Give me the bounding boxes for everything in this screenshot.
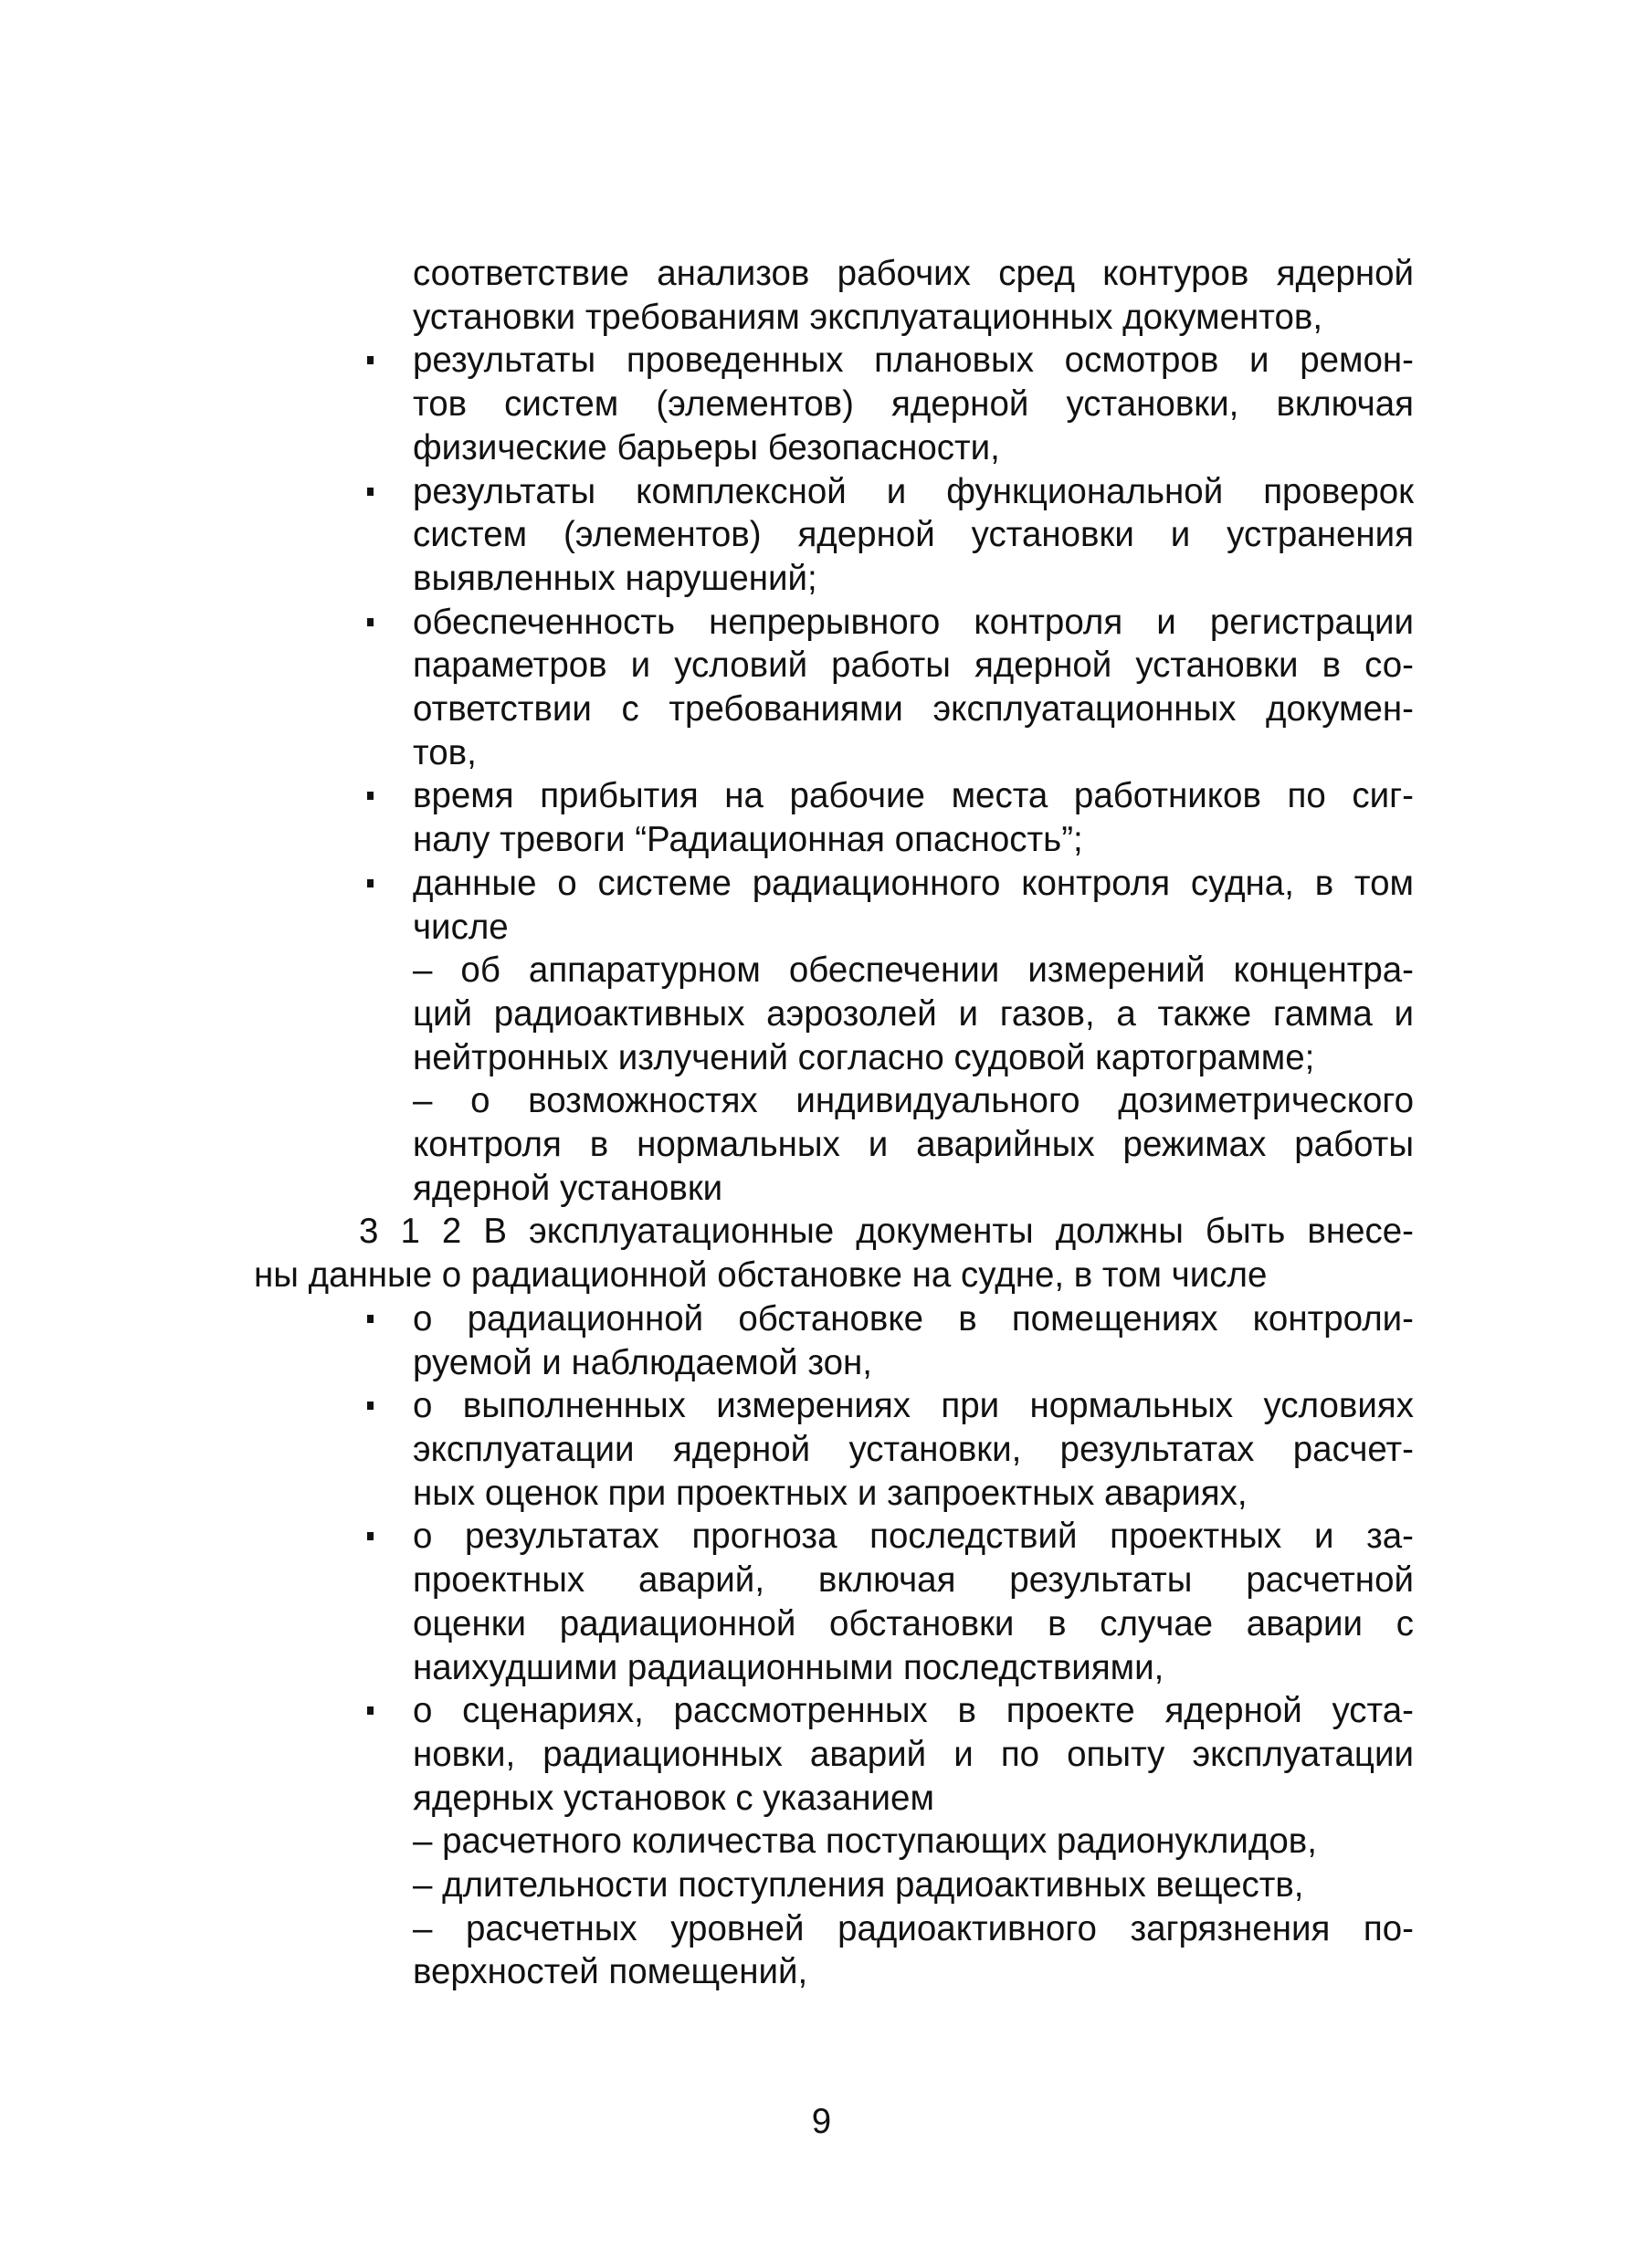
text-line: налу тревоги “Радиационная опасность”; <box>413 820 1083 860</box>
list-item <box>254 339 1414 469</box>
text-line: результаты комплексной и функциональной проверок <box>413 471 1414 511</box>
bullet-icon <box>367 618 374 626</box>
page-number: 9 <box>811 2102 832 2141</box>
text-line: контроля в нормальных и аварийных режимах работы <box>413 1125 1414 1165</box>
text-line: – расчетных уровней радиоактивного загрязнения по- <box>413 1908 1414 1948</box>
text-line: ядерных установок с указанием <box>413 1778 934 1818</box>
text-line: эксплуатации ядерной установки, результатах расчет- <box>413 1429 1414 1469</box>
list-item <box>254 1297 1414 1384</box>
bullet-icon <box>367 1532 374 1540</box>
text-line: физические барьеры безопасности, <box>413 427 1000 467</box>
text-line: верхностей помещений, <box>413 1952 808 1992</box>
text-line: установки требованиям эксплуатационных документов, <box>413 297 1323 337</box>
dash-list <box>254 1820 1414 1994</box>
text-line: данные о системе радиационного контроля судна, в том <box>413 863 1414 903</box>
text-line: о результатах прогноза последствий проектных и за- <box>413 1517 1414 1557</box>
bullet-icon <box>367 356 374 364</box>
text-line: соответствие анализов рабочих сред контуров ядерной <box>413 254 1414 293</box>
text-line: числе <box>413 907 509 947</box>
list-item <box>254 470 1414 601</box>
text-line: о сценариях, рассмотренных в проекте ядерной уста- <box>413 1691 1414 1731</box>
text-line: ций радиоактивных аэрозолей и газов, а также гамма и <box>413 993 1414 1034</box>
text-line: руемой и наблюдаемой зон, <box>413 1342 872 1382</box>
list-item <box>254 862 1414 949</box>
text-line: параметров и условий работы ядерной установки в со- <box>413 646 1414 686</box>
list-item <box>254 1689 1414 1820</box>
bullet-icon <box>367 488 374 496</box>
text-line: выявленных нарушений; <box>413 558 817 598</box>
text-line: нейтронных излучений согласно судовой картограмме; <box>413 1037 1315 1077</box>
text-line: ядерной установки <box>413 1168 723 1208</box>
text-line: ответствии с требованиями эксплуатационных докумен- <box>413 689 1414 730</box>
paragraph-3-1-2 <box>254 1210 1414 1297</box>
text-line: – расчетного количества поступающих радионуклидов, <box>413 1822 1317 1862</box>
text-line: новки, радиационных аварий и по опыту эксплуатации <box>413 1734 1414 1774</box>
bullet-icon <box>367 792 374 800</box>
bullet-icon <box>367 1706 374 1715</box>
text-line: проектных аварий, включая результаты расчетной <box>413 1560 1414 1601</box>
text-line: 3 1 2 В эксплуатационные документы должны быть внесе- <box>359 1212 1414 1252</box>
text-line: результаты проведенных плановых осмотров и ремон- <box>413 341 1414 381</box>
text-line: ных оценок при проектных и запроектных авариях, <box>413 1473 1248 1513</box>
list-item <box>254 1384 1414 1515</box>
text-line: о выполненных измерениях при нормальных условиях <box>413 1386 1414 1426</box>
continuation-paragraph <box>254 252 1414 339</box>
dash-item <box>254 949 1414 1079</box>
list-item <box>254 1515 1414 1689</box>
text-line: о радиационной обстановке в помещениях контроли- <box>413 1298 1414 1339</box>
text-line: оценки радиационной обстановки в случае аварии с <box>413 1603 1414 1643</box>
text-line: обеспеченность непрерывного контроля и регистрации <box>413 602 1414 642</box>
text-line: – о возможностях индивидуального дозиметрического <box>413 1081 1414 1121</box>
text-line: ны данные о радиационной обстановке на судне, в том числе <box>254 1255 1268 1296</box>
list-item <box>254 774 1414 861</box>
dash-item <box>254 1079 1414 1210</box>
text-line: наихудшими радиационными последствиями, <box>413 1647 1164 1687</box>
bullet-icon <box>367 1402 374 1410</box>
text-line: время прибытия на рабочие места работников по сиг- <box>413 776 1414 816</box>
bullet-icon <box>367 879 374 887</box>
bullet-icon <box>367 1315 374 1323</box>
text-line: систем (элементов) ядерной установки и устранения <box>413 515 1414 555</box>
text-line: – длительности поступления радиоактивных веществ, <box>413 1865 1304 1906</box>
text-line: тов систем (элементов) ядерной установки, включая <box>413 384 1414 425</box>
text-line: – об аппаратурном обеспечении измерений концентра- <box>413 950 1414 991</box>
list-item <box>254 601 1414 775</box>
text-line: тов, <box>413 732 477 772</box>
page-body <box>254 252 1414 1994</box>
